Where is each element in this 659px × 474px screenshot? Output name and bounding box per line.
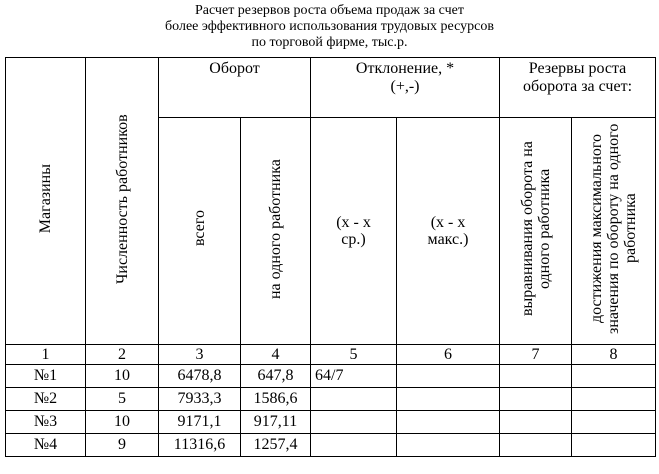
header-employees-label: Численность работников [113, 113, 131, 284]
header-stores-label: Магазины [37, 163, 54, 234]
header-deviation-label: Отклонение, * (+,-) [355, 60, 455, 95]
cell-per-worker: 1586,6 [241, 388, 311, 411]
cell-dev-max [397, 434, 500, 457]
col-number: 8 [572, 345, 656, 365]
col-number: 1 [6, 345, 86, 365]
header-deviation [311, 58, 500, 118]
header-dev-max [397, 118, 500, 345]
cell-employees: 10 [86, 365, 159, 388]
cell-res-max [572, 365, 656, 388]
cell-per-worker: 1257,4 [241, 434, 311, 457]
column-number-row [6, 345, 656, 365]
document-title [0, 3, 659, 51]
header-dev-avg [311, 118, 397, 345]
header-reserves [500, 58, 656, 118]
table-row [6, 388, 656, 411]
col-number: 2 [86, 345, 159, 365]
col-number: 4 [241, 345, 311, 365]
header-dev-max-label: (x - x макс.) [427, 214, 469, 248]
title-line-2: более эффективного использования трудовых ресурсов [165, 19, 494, 34]
header-stores [6, 58, 86, 345]
header-reserves-label: Резервы роста оборота за счет: [523, 60, 633, 95]
cell-store: №3 [6, 411, 86, 434]
cell-total: 7933,3 [159, 388, 241, 411]
cell-total: 9171,1 [159, 411, 241, 434]
col-number: 5 [311, 345, 397, 365]
header-employees [86, 58, 159, 345]
cell-res-max [572, 434, 656, 457]
header-res-max [572, 118, 656, 345]
header-turnover-total-label: всего [191, 210, 208, 247]
header-res-max-label: достижения максимального значения по обороту на одного работника [588, 123, 640, 334]
cell-total: 6478,8 [159, 365, 241, 388]
cell-dev-max [397, 365, 500, 388]
cell-employees: 10 [86, 411, 159, 434]
cell-store: №2 [6, 388, 86, 411]
cell-total: 11316,6 [159, 434, 241, 457]
reserves-table [5, 57, 656, 457]
cell-employees: 9 [86, 434, 159, 457]
cell-employees: 5 [86, 388, 159, 411]
header-res-align-label: выравнивания оборота на одного работника [518, 141, 553, 316]
header-res-align [500, 118, 572, 345]
cell-dev-avg [311, 434, 397, 457]
header-dev-avg-label: (x - x ср.) [336, 214, 371, 248]
header-turnover-label: Оборот [209, 60, 260, 77]
cell-store: №1 [6, 365, 86, 388]
title-line-1: Расчет резервов роста объема продаж за счет [195, 3, 464, 18]
table-row [6, 434, 656, 457]
cell-per-worker: 647,8 [241, 365, 311, 388]
table-row [6, 365, 656, 388]
cell-dev-avg: 64/7 [311, 365, 397, 388]
cell-res-align [500, 365, 572, 388]
title-line-3: по торговой фирме, тыс.р. [251, 35, 408, 50]
cell-res-max [572, 411, 656, 434]
col-number: 3 [159, 345, 241, 365]
cell-res-align [500, 434, 572, 457]
col-number: 7 [500, 345, 572, 365]
header-turnover-per-worker [241, 118, 311, 345]
header-turnover [159, 58, 311, 118]
header-turnover-total [159, 118, 241, 345]
cell-dev-avg [311, 411, 397, 434]
cell-res-max [572, 388, 656, 411]
cell-dev-max [397, 411, 500, 434]
cell-dev-avg [311, 388, 397, 411]
cell-res-align [500, 388, 572, 411]
cell-dev-max [397, 388, 500, 411]
cell-res-align [500, 411, 572, 434]
cell-per-worker: 917,11 [241, 411, 311, 434]
header-turnover-per-worker-label: на одного работника [267, 158, 284, 299]
table-row [6, 411, 656, 434]
col-number: 6 [397, 345, 500, 365]
cell-store: №4 [6, 434, 86, 457]
